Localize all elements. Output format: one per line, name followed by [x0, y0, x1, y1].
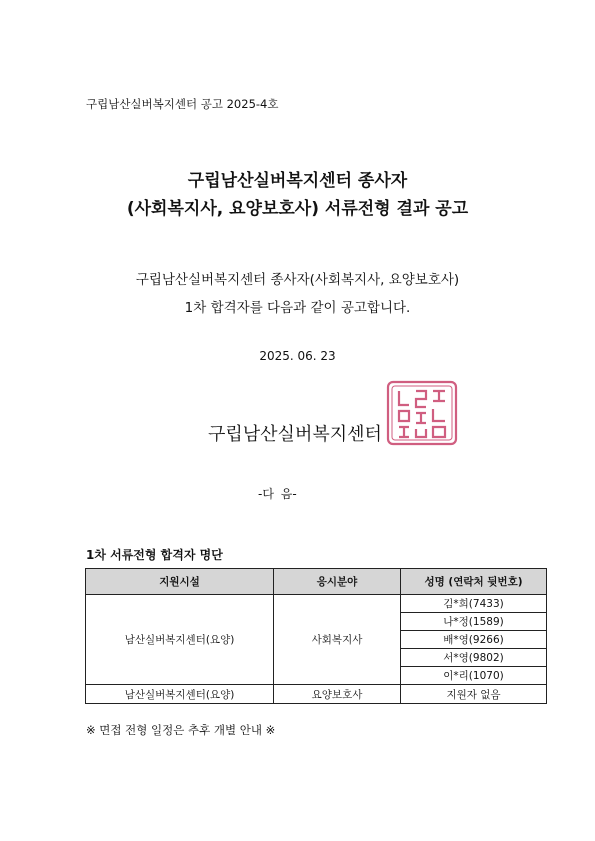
announcement-line-1: 구립남산실버복지센터 종사자(사회복지사, 요양보호사) — [135, 272, 460, 288]
table-row — [86, 595, 547, 613]
header-name-contact: 성명 (연락처 뒷번호) — [401, 569, 547, 595]
field-cell: 사회복지사 — [274, 595, 401, 685]
document-title-line-2: (사회복지사, 요양보호사) 서류전형 결과 공고 — [126, 199, 469, 219]
facility-cell: 남산실버복지센터(요양) — [86, 685, 274, 704]
field-cell: 요양보호사 — [274, 685, 401, 704]
divider-text: -다 음- — [258, 487, 297, 501]
organization-name: 구립남산실버복지센터 — [208, 424, 382, 445]
announcement-date: 2025. 06. 23 — [259, 349, 336, 363]
candidate-name: 배*영(9266) — [401, 631, 547, 649]
candidate-name: 김*희(7433) — [401, 595, 547, 613]
section-title: 1차 서류전형 합격자 명단 — [86, 548, 223, 562]
footnote: ※ 면접 전형 일정은 추후 개별 안내 ※ — [86, 723, 276, 737]
candidate-name: 서*영(9802) — [401, 649, 547, 667]
candidate-name: 나*정(1589) — [401, 613, 547, 631]
table-header-row — [86, 569, 547, 595]
header-facility: 지원시설 — [86, 569, 274, 595]
candidate-name: 지원자 없음 — [401, 685, 547, 704]
facility-cell: 남산실버복지센터(요양) — [86, 595, 274, 685]
candidate-name: 이*리(1070) — [401, 667, 547, 685]
document-title-line-1: 구립남산실버복지센터 종사자 — [187, 171, 408, 191]
notice-number: 구립남산실버복지센터 공고 2025-4호 — [86, 97, 279, 111]
table-row — [86, 685, 547, 704]
official-seal-stamp — [385, 379, 459, 447]
announcement-line-2: 1차 합격자를 다음과 같이 공고합니다. — [184, 300, 411, 316]
passed-candidates-table — [85, 568, 547, 704]
header-field: 응시분야 — [274, 569, 401, 595]
